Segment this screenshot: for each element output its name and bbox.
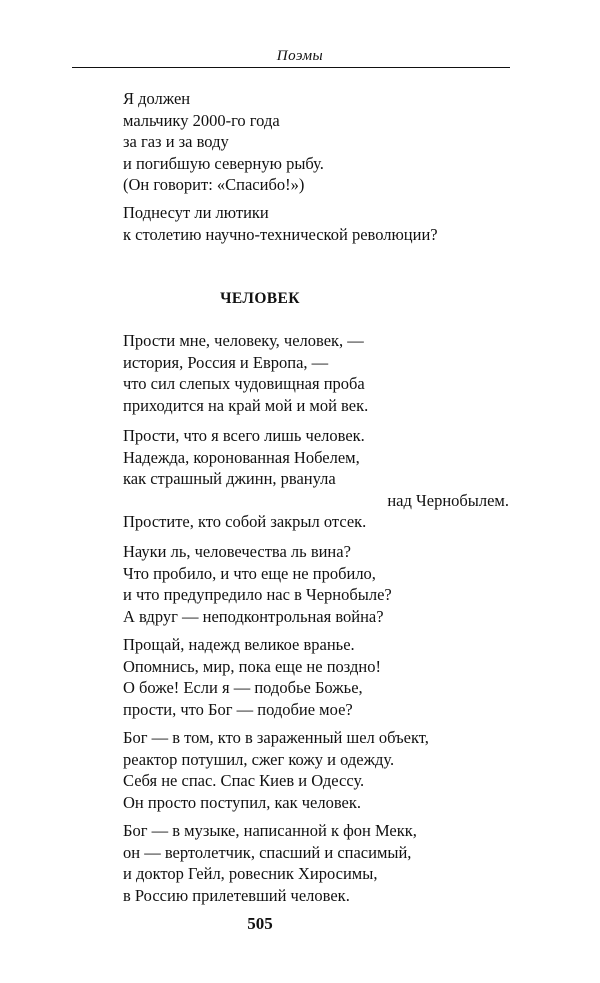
poem-line: Что пробило, и что еще не пробило, [123, 563, 376, 583]
running-head-title: Поэмы [276, 48, 324, 64]
poem-line: Себя не спас. Спас Киев и Одессу. [123, 771, 365, 790]
poem-line: прости, что Бог — подобие мое? [123, 699, 353, 719]
poem-stanza-6 [123, 820, 513, 906]
poem-line: Я должен [123, 89, 191, 108]
poem-line: в Россию прилетевший человек. [123, 885, 350, 905]
poem-line: Прости мне, человеку, человек, — [123, 331, 364, 350]
poem-line: Бог — в том, кто в зараженный шел объект, [123, 728, 429, 747]
poem-line: Прощай, надежд великое вранье. [123, 635, 355, 654]
poem-line: и доктор Гейл, ровесник Хиросимы, [123, 864, 378, 883]
header-rule [72, 67, 510, 68]
poem-line: Опомнись, мир, пока еще не поздно! [123, 656, 381, 676]
poem-stanza-5 [123, 727, 513, 813]
poem-line: история, Россия и Европа, — [123, 352, 329, 372]
intro-stanza-2 [123, 202, 513, 245]
poem-line: Бог — в музыке, написанной к фон Мекк, [123, 821, 417, 840]
poem-line: О боже! Если я — подобье Божье, [123, 678, 363, 697]
poem-line: за газ и за воду [123, 132, 229, 151]
intro-stanza-1 [123, 88, 513, 196]
poem-line: он — вертолетчик, спасший и спасимый, [123, 842, 412, 862]
poem-line: А вдруг — неподконтрольная война? [123, 606, 384, 626]
poem-stanza-2 [123, 425, 513, 533]
poem-line: Он просто поступил, как человек. [123, 792, 362, 812]
poem-line: мальчику 2000-го года [123, 110, 280, 130]
poem-line-continuation: над Чернобылем. [387, 490, 509, 510]
poem-line: Простите, кто собой закрыл отсек. [123, 512, 367, 531]
poem-line: и погибшую северную рыбу. [123, 153, 324, 173]
page-number: 505 [247, 914, 273, 933]
poem-line: что сил слепых чудовищная проба [123, 374, 365, 393]
poem-line: приходится на край мой и мой век. [123, 395, 369, 415]
poem-stanza-1 [123, 330, 513, 416]
poem-line: Поднесут ли лютики [123, 203, 269, 222]
poem-line: Науки ль, человечества ль вина? [123, 542, 351, 561]
poem-line: (Он говорит: «Спасибо!») [123, 175, 305, 194]
poem-line: Прости, что я всего лишь человек. [123, 426, 365, 445]
poem-line: и что предупредило нас в Чернобыле? [123, 585, 392, 604]
poem-line: реактор потушил, сжег кожу и одежду. [123, 749, 395, 769]
poem-line: как страшный джинн, рванула [123, 469, 336, 488]
poem-stanza-4 [123, 634, 513, 720]
poem-line: к столетию научно-технической революции? [123, 224, 438, 244]
poem-title: ЧЕЛОВЕК [220, 290, 300, 307]
poem-stanza-3 [123, 541, 513, 627]
poem-line: Надежда, коронованная Нобелем, [123, 447, 360, 467]
